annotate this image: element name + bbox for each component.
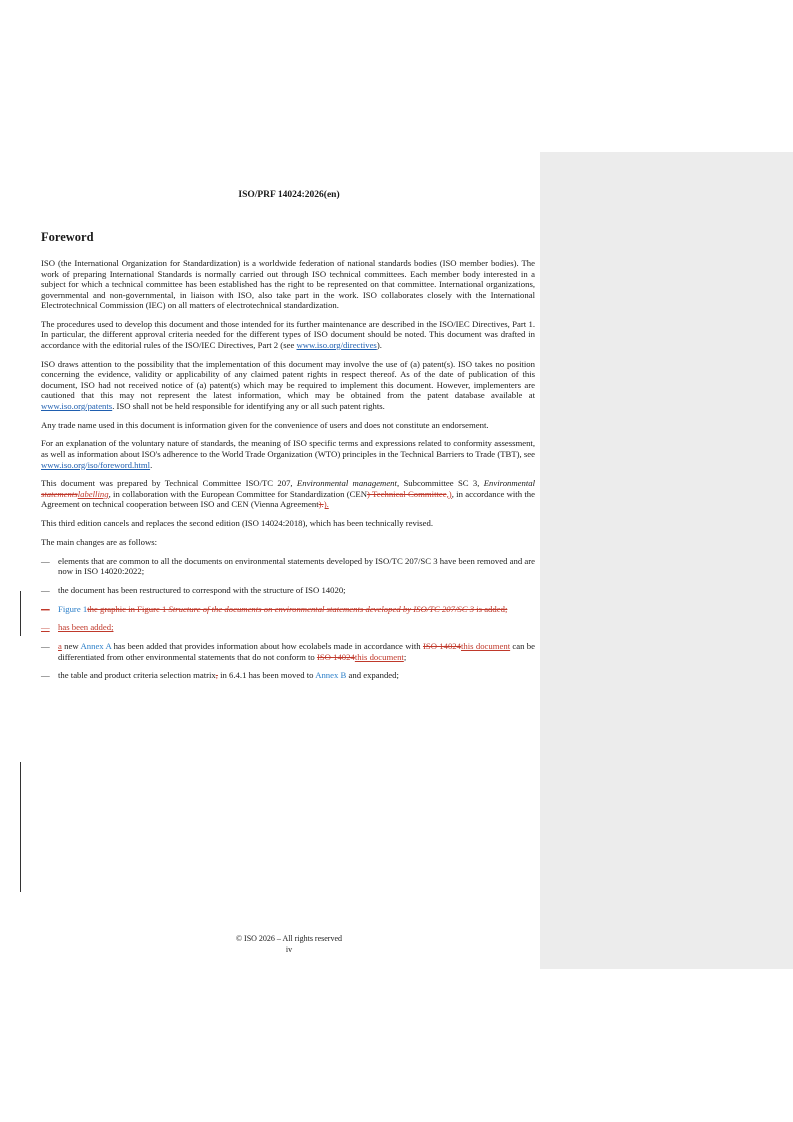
deletion: ISO 14024 xyxy=(316,651,355,662)
paragraph: ISO (the International Organization for Standardization) is a worldwide federation of national standards bodies (ISO member bodies). The work of preparing International Standards is normally carried out through ISO technical committees. Each member body interested in a subject for which a technical committee has been established has the right to be represented on that committee. International organizations, governmental and non-governmental, in liaison with ISO, also take part in the work. ISO collaborates closely with the International Electrotechnical Commission (IEC) on all matters of electrotechnical standardization. xyxy=(41,258,535,311)
deletion: the graphic in Figure 1 Structure of the documents on environmental statements developed by ISO/TC 207/SC 3 is added; xyxy=(87,603,508,614)
change-bar xyxy=(20,591,21,636)
annex-b-xref[interactable]: Annex B xyxy=(315,670,347,681)
deletion: ). xyxy=(318,499,324,510)
deletion: ) Technical Committee xyxy=(367,488,447,499)
insertion: ). xyxy=(323,499,329,510)
patents-link[interactable]: www.iso.org/patents xyxy=(41,400,113,411)
list-item: — the document has been restructured to correspond with the structure of ISO 14020; xyxy=(41,584,346,595)
running-header: ISO/PRF 14024:2026(en) xyxy=(238,190,340,200)
paragraph: This document was prepared by Technical Committee ISO/TC 207, Environmental management, Subcommittee SC 3, Environmental statementslabelling, in collaboration with the European Committee for Standardization (CEN) Technical Committee,), in accordance with the Agreement on technical cooperation between ISO and CEN (Vienna Agreement).). xyxy=(41,478,536,510)
foreword-link[interactable]: www.iso.org/iso/foreword.html xyxy=(41,459,151,470)
deletion: , xyxy=(215,670,218,681)
list-item: — Figure 1the graphic in Figure 1 Structure of the documents on environmental statements developed by ISO/TC 207/SC 3 is added; xyxy=(41,603,508,614)
figure-1-xref[interactable]: Figure 1 xyxy=(58,603,88,614)
copyright-notice: © ISO 2026 – All rights reserved xyxy=(235,934,343,943)
page-footer xyxy=(0,933,578,955)
list-item: — elements that are common to all the documents on environmental statements developed by ISO/TC 207/SC 3 have been removed and are now in ISO 14020:2022; xyxy=(41,555,535,577)
paragraph: ISO draws attention to the possibility that the implementation of this document may involve the use of (a) patent(s). ISO takes no position concerning the evidence, validity or applicability of any claimed patent rights in respect thereof. As of the date of publication of this document, ISO had not received notice of (a) patent(s) which may be required to implement this document. However, implementers are cautioned that this may not represent the latest information, which may be obtained from the patent database available at www.iso.org/patents. ISO shall not be held responsible for identifying any or all such patent rights. xyxy=(41,358,535,411)
insertion: this document xyxy=(461,641,511,652)
insertion: this document xyxy=(354,651,404,662)
directives-link[interactable]: www.iso.org/directives xyxy=(296,340,377,351)
comment-pane xyxy=(540,152,793,969)
paragraph: This third edition cancels and replaces the second edition (ISO 14024:2018), which has been technically revised. xyxy=(41,518,434,529)
insertion: has been added; xyxy=(58,622,114,633)
page-number: iv xyxy=(285,945,293,954)
list-item: — a new Annex A has been added that provides information about how ecolabels made in accordance with ISO 14024this document can be differentiated from other environmental statements that do not conform to ISO 14024this document; xyxy=(41,641,536,662)
insertion: ,) xyxy=(446,488,452,499)
annex-a-xref[interactable]: Annex A xyxy=(80,641,112,652)
paragraph: The main changes are as follows: xyxy=(41,536,158,547)
change-bar xyxy=(20,762,21,892)
paragraph: The procedures used to develop this document and those intended for its further maintenance are described in the ISO/IEC Directives, Part 1. In particular, the different approval criteria needed for the different types of ISO document should be noted. This document was drafted in accordance with the editorial rules of the ISO/IEC Directives, Part 2 (see www.iso.org/directives). xyxy=(41,318,535,351)
deletion: statements xyxy=(41,488,78,499)
insertion: a xyxy=(58,641,62,652)
document-body xyxy=(41,230,535,689)
list-item: — has been added; xyxy=(41,622,535,633)
paragraph: For an explanation of the voluntary nature of standards, the meaning of ISO specific terms and expressions related to conformity assessment, as well as information about ISO's adherence to the World Trade Organization (WTO) principles in the Technical Barriers to Trade (TBT), see www.iso.org/iso/foreword.html. xyxy=(41,438,535,470)
section-title: Foreword xyxy=(41,230,94,244)
insertion: labelling xyxy=(77,488,109,499)
list-item: — the table and product criteria selection matrix, in 6.4.1 has been moved to Annex B and expanded; xyxy=(41,670,399,681)
deletion: ISO 14024 xyxy=(422,641,461,652)
paragraph: Any trade name used in this document is information given for the convenience of users and does not constitute an endorsement. xyxy=(41,419,489,430)
